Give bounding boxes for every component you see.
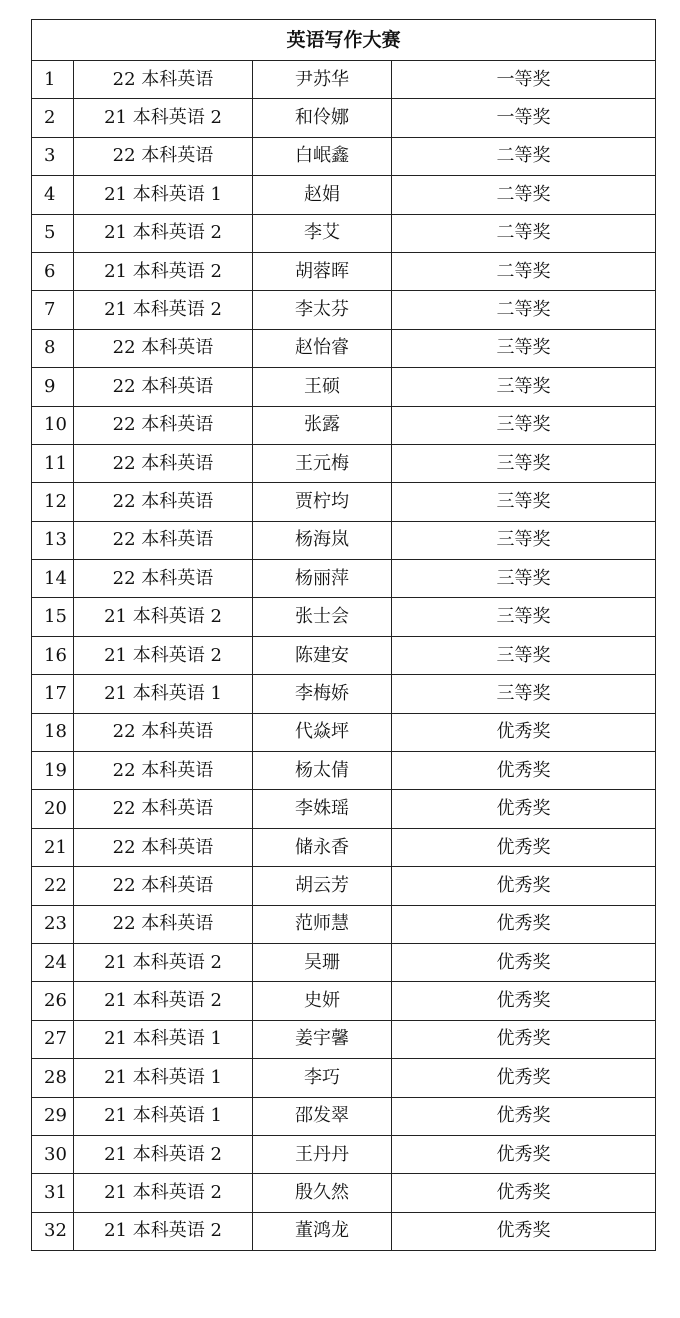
table-row xyxy=(32,214,656,252)
row-number: 17 xyxy=(32,675,74,713)
row-name: 储永香 xyxy=(253,828,392,866)
row-class: 22 本科英语 xyxy=(74,713,253,751)
row-class: 21 本科英语 2 xyxy=(74,252,253,290)
table-row xyxy=(32,521,656,559)
row-number: 24 xyxy=(32,943,74,981)
row-number: 3 xyxy=(32,137,74,175)
table-row xyxy=(32,329,656,367)
row-class: 21 本科英语 2 xyxy=(74,636,253,674)
row-class: 21 本科英语 1 xyxy=(74,1097,253,1135)
row-class: 21 本科英语 1 xyxy=(74,675,253,713)
row-number: 15 xyxy=(32,598,74,636)
table-row xyxy=(32,176,656,214)
row-name: 董鸿龙 xyxy=(253,1212,392,1250)
row-class: 22 本科英语 xyxy=(74,790,253,828)
row-number: 32 xyxy=(32,1212,74,1250)
table-row xyxy=(32,867,656,905)
row-award: 优秀奖 xyxy=(392,1212,656,1250)
row-award: 优秀奖 xyxy=(392,867,656,905)
table-row xyxy=(32,1212,656,1250)
row-award: 三等奖 xyxy=(392,598,656,636)
row-award: 优秀奖 xyxy=(392,713,656,751)
row-award: 优秀奖 xyxy=(392,982,656,1020)
row-name: 王丹丹 xyxy=(253,1135,392,1173)
row-award: 优秀奖 xyxy=(392,1135,656,1173)
table-row xyxy=(32,790,656,828)
row-class: 22 本科英语 xyxy=(74,329,253,367)
row-number: 9 xyxy=(32,368,74,406)
row-class: 21 本科英语 2 xyxy=(74,99,253,137)
table-row xyxy=(32,291,656,329)
row-class: 21 本科英语 2 xyxy=(74,1212,253,1250)
row-name: 尹苏华 xyxy=(253,61,392,99)
row-name: 范师慧 xyxy=(253,905,392,943)
row-class: 21 本科英语 2 xyxy=(74,943,253,981)
table-row xyxy=(32,1097,656,1135)
row-class: 21 本科英语 2 xyxy=(74,598,253,636)
row-name: 殷久然 xyxy=(253,1174,392,1212)
row-award: 优秀奖 xyxy=(392,790,656,828)
row-name: 胡蓉晖 xyxy=(253,252,392,290)
row-award: 二等奖 xyxy=(392,252,656,290)
row-award: 三等奖 xyxy=(392,483,656,521)
row-class: 22 本科英语 xyxy=(74,905,253,943)
row-number: 14 xyxy=(32,560,74,598)
table-row xyxy=(32,99,656,137)
row-name: 赵娟 xyxy=(253,176,392,214)
row-number: 30 xyxy=(32,1135,74,1173)
row-name: 杨丽萍 xyxy=(253,560,392,598)
table-body xyxy=(32,61,656,1251)
row-number: 1 xyxy=(32,61,74,99)
table-row xyxy=(32,713,656,751)
row-name: 陈建安 xyxy=(253,636,392,674)
row-award: 一等奖 xyxy=(392,99,656,137)
row-award: 二等奖 xyxy=(392,137,656,175)
table-row xyxy=(32,483,656,521)
row-number: 29 xyxy=(32,1097,74,1135)
table-row xyxy=(32,828,656,866)
row-number: 10 xyxy=(32,406,74,444)
row-name: 杨海岚 xyxy=(253,521,392,559)
row-class: 22 本科英语 xyxy=(74,444,253,482)
row-number: 23 xyxy=(32,905,74,943)
row-name: 贾柠均 xyxy=(253,483,392,521)
row-number: 20 xyxy=(32,790,74,828)
row-number: 4 xyxy=(32,176,74,214)
row-class: 21 本科英语 1 xyxy=(74,1059,253,1097)
row-number: 27 xyxy=(32,1020,74,1058)
row-award: 三等奖 xyxy=(392,521,656,559)
table-row xyxy=(32,406,656,444)
row-award: 一等奖 xyxy=(392,61,656,99)
table-row xyxy=(32,982,656,1020)
row-name: 杨太倩 xyxy=(253,752,392,790)
row-class: 22 本科英语 xyxy=(74,560,253,598)
row-award: 二等奖 xyxy=(392,214,656,252)
table-row xyxy=(32,1174,656,1212)
row-class: 21 本科英语 2 xyxy=(74,214,253,252)
row-name: 赵怡睿 xyxy=(253,329,392,367)
row-award: 三等奖 xyxy=(392,636,656,674)
row-award: 三等奖 xyxy=(392,444,656,482)
row-number: 6 xyxy=(32,252,74,290)
row-award: 优秀奖 xyxy=(392,943,656,981)
row-number: 28 xyxy=(32,1059,74,1097)
row-name: 张士会 xyxy=(253,598,392,636)
table-row xyxy=(32,560,656,598)
row-class: 21 本科英语 2 xyxy=(74,982,253,1020)
row-name: 王硕 xyxy=(253,368,392,406)
row-number: 16 xyxy=(32,636,74,674)
row-class: 22 本科英语 xyxy=(74,483,253,521)
row-class: 22 本科英语 xyxy=(74,137,253,175)
row-name: 李梅娇 xyxy=(253,675,392,713)
table-row xyxy=(32,1135,656,1173)
table-row xyxy=(32,943,656,981)
row-name: 吴珊 xyxy=(253,943,392,981)
row-number: 21 xyxy=(32,828,74,866)
row-class: 21 本科英语 1 xyxy=(74,176,253,214)
row-award: 二等奖 xyxy=(392,291,656,329)
row-award: 三等奖 xyxy=(392,368,656,406)
row-name: 李艾 xyxy=(253,214,392,252)
row-name: 史妍 xyxy=(253,982,392,1020)
row-name: 姜宇馨 xyxy=(253,1020,392,1058)
row-number: 8 xyxy=(32,329,74,367)
table-row xyxy=(32,1059,656,1097)
row-award: 优秀奖 xyxy=(392,905,656,943)
row-class: 22 本科英语 xyxy=(74,61,253,99)
row-class: 21 本科英语 1 xyxy=(74,1020,253,1058)
row-name: 王元梅 xyxy=(253,444,392,482)
row-class: 22 本科英语 xyxy=(74,752,253,790)
row-number: 13 xyxy=(32,521,74,559)
award-table xyxy=(31,19,656,1251)
row-number: 31 xyxy=(32,1174,74,1212)
row-number: 12 xyxy=(32,483,74,521)
row-name: 白岷鑫 xyxy=(253,137,392,175)
row-award: 优秀奖 xyxy=(392,1059,656,1097)
row-number: 18 xyxy=(32,713,74,751)
table-row xyxy=(32,905,656,943)
table-row xyxy=(32,61,656,99)
table-row xyxy=(32,752,656,790)
table-row xyxy=(32,598,656,636)
row-name: 代焱坪 xyxy=(253,713,392,751)
table-row xyxy=(32,137,656,175)
row-number: 2 xyxy=(32,99,74,137)
table-row xyxy=(32,675,656,713)
row-award: 三等奖 xyxy=(392,675,656,713)
row-name: 张露 xyxy=(253,406,392,444)
row-award: 优秀奖 xyxy=(392,1020,656,1058)
row-number: 7 xyxy=(32,291,74,329)
table-row xyxy=(32,636,656,674)
row-award: 三等奖 xyxy=(392,560,656,598)
row-number: 5 xyxy=(32,214,74,252)
row-name: 李巧 xyxy=(253,1059,392,1097)
row-award: 二等奖 xyxy=(392,176,656,214)
table-row xyxy=(32,1020,656,1058)
row-name: 胡云芳 xyxy=(253,867,392,905)
row-name: 李姝瑶 xyxy=(253,790,392,828)
row-number: 26 xyxy=(32,982,74,1020)
row-class: 22 本科英语 xyxy=(74,867,253,905)
row-name: 邵发翠 xyxy=(253,1097,392,1135)
table-row xyxy=(32,368,656,406)
table-row xyxy=(32,444,656,482)
table-title: 英语写作大赛 xyxy=(32,20,656,61)
row-class: 22 本科英语 xyxy=(74,521,253,559)
row-class: 21 本科英语 2 xyxy=(74,1135,253,1173)
row-name: 李太芬 xyxy=(253,291,392,329)
row-award: 三等奖 xyxy=(392,406,656,444)
row-class: 22 本科英语 xyxy=(74,828,253,866)
row-number: 22 xyxy=(32,867,74,905)
row-number: 19 xyxy=(32,752,74,790)
row-class: 22 本科英语 xyxy=(74,406,253,444)
table-row xyxy=(32,252,656,290)
row-class: 22 本科英语 xyxy=(74,368,253,406)
row-name: 和伶娜 xyxy=(253,99,392,137)
row-award: 优秀奖 xyxy=(392,1097,656,1135)
row-award: 优秀奖 xyxy=(392,1174,656,1212)
row-class: 21 本科英语 2 xyxy=(74,1174,253,1212)
row-award: 三等奖 xyxy=(392,329,656,367)
row-number: 11 xyxy=(32,444,74,482)
title-row xyxy=(32,20,656,61)
row-award: 优秀奖 xyxy=(392,828,656,866)
row-award: 优秀奖 xyxy=(392,752,656,790)
row-class: 21 本科英语 2 xyxy=(74,291,253,329)
